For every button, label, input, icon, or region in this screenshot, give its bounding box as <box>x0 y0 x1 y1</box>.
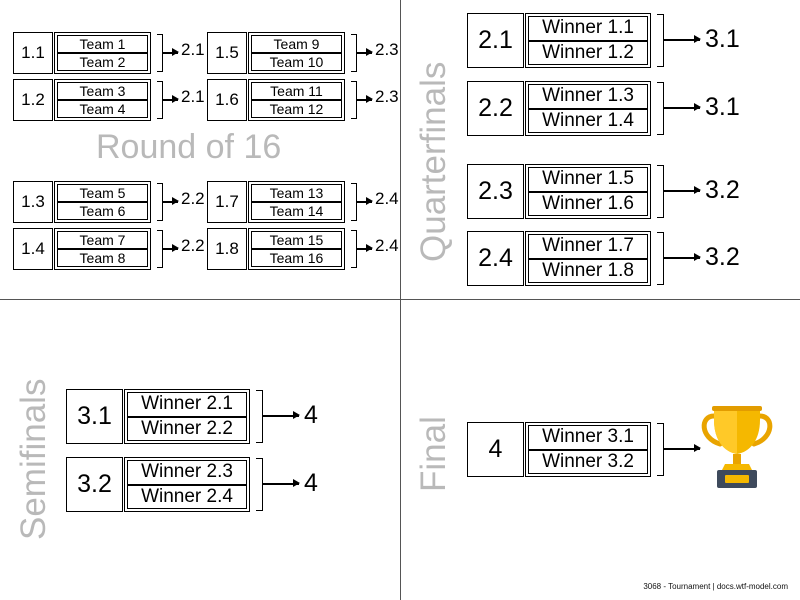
arrow-icon <box>263 415 299 417</box>
slot-bottom: Team 14 <box>251 202 342 220</box>
semifinals-title: Semifinals <box>14 378 53 540</box>
slot-top: Winner 1.7 <box>528 234 648 259</box>
slot-bottom: Winner 1.6 <box>528 192 648 217</box>
match-slots <box>248 228 345 270</box>
slot-bottom: Winner 1.4 <box>528 109 648 134</box>
match-slots <box>54 228 151 270</box>
arrow-icon <box>163 201 178 203</box>
bracket <box>657 232 664 285</box>
match-id: 1.3 <box>13 181 53 223</box>
match-id: 2.1 <box>467 13 524 68</box>
bracket <box>256 458 263 511</box>
round-of-16-title: Round of 16 <box>96 128 282 166</box>
arrow-icon <box>357 248 372 250</box>
next-match: 2.4 <box>375 236 399 255</box>
next-match: 2.3 <box>375 87 399 106</box>
arrow-icon <box>263 483 299 485</box>
slot-top: Team 7 <box>57 231 148 249</box>
next-match: 4 <box>304 401 318 429</box>
match-slots <box>54 181 151 223</box>
slot-top: Team 9 <box>251 35 342 53</box>
trophy-icon <box>698 404 776 492</box>
match-id: 1.6 <box>207 79 247 121</box>
match-slots <box>525 231 651 286</box>
match-id: 2.3 <box>467 164 524 219</box>
slot-top: Winner 1.5 <box>528 167 648 192</box>
vertical-divider <box>400 0 401 600</box>
match-slots <box>525 13 651 68</box>
arrow-icon <box>163 52 178 54</box>
slot-top: Winner 1.1 <box>528 16 648 41</box>
arrow-icon <box>664 39 700 41</box>
slot-bottom: Team 6 <box>57 202 148 220</box>
slot-bottom: Team 8 <box>57 249 148 267</box>
next-match: 2.2 <box>181 236 205 255</box>
slot-top: Winner 1.3 <box>528 84 648 109</box>
match-id: 1.8 <box>207 228 247 270</box>
match-id: 1.2 <box>13 79 53 121</box>
arrow-icon <box>664 190 700 192</box>
arrow-icon <box>357 201 372 203</box>
arrow-icon <box>163 248 178 250</box>
bracket <box>657 82 664 135</box>
slot-top: Team 13 <box>251 184 342 202</box>
slot-top: Team 15 <box>251 231 342 249</box>
match-slots <box>248 32 345 74</box>
match-slots <box>248 181 345 223</box>
next-match: 3.1 <box>705 25 740 53</box>
match-id: 4 <box>467 422 524 477</box>
match-slots <box>124 457 250 512</box>
next-match: 2.4 <box>375 189 399 208</box>
slot-bottom: Team 12 <box>251 100 342 118</box>
match-id: 3.1 <box>66 389 123 444</box>
final-title: Final <box>414 416 453 492</box>
slot-bottom: Team 2 <box>57 53 148 71</box>
arrow-icon <box>664 448 700 450</box>
next-match: 3.2 <box>705 243 740 271</box>
slot-bottom: Winner 2.2 <box>127 417 247 442</box>
slot-top: Winner 2.3 <box>127 460 247 485</box>
slot-bottom: Winner 1.8 <box>528 259 648 284</box>
match-slots <box>124 389 250 444</box>
arrow-icon <box>357 99 372 101</box>
slot-top: Winner 3.1 <box>528 425 648 450</box>
match-id: 2.4 <box>467 231 524 286</box>
match-id: 1.1 <box>13 32 53 74</box>
slot-top: Team 3 <box>57 82 148 100</box>
match-id: 1.5 <box>207 32 247 74</box>
next-match: 3.2 <box>705 176 740 204</box>
slot-top: Team 5 <box>57 184 148 202</box>
next-match: 2.2 <box>181 189 205 208</box>
bracket <box>256 390 263 443</box>
arrow-icon <box>664 107 700 109</box>
bracket <box>657 165 664 218</box>
slot-bottom: Team 16 <box>251 249 342 267</box>
next-match: 3.1 <box>705 93 740 121</box>
match-slots <box>54 32 151 74</box>
match-slots <box>54 79 151 121</box>
match-slots <box>525 164 651 219</box>
slot-top: Team 11 <box>251 82 342 100</box>
slot-top: Team 1 <box>57 35 148 53</box>
next-match: 4 <box>304 469 318 497</box>
arrow-icon <box>357 52 372 54</box>
next-match: 2.3 <box>375 40 399 59</box>
next-match: 2.1 <box>181 87 205 106</box>
quarterfinals-title: Quarterfinals <box>414 61 453 262</box>
bracket <box>657 423 664 476</box>
bracket <box>657 14 664 67</box>
match-slots <box>248 79 345 121</box>
slot-bottom: Winner 1.2 <box>528 41 648 66</box>
next-match: 2.1 <box>181 40 205 59</box>
slot-bottom: Team 10 <box>251 53 342 71</box>
match-id: 1.4 <box>13 228 53 270</box>
match-slots <box>525 81 651 136</box>
slot-bottom: Winner 3.2 <box>528 450 648 475</box>
slot-bottom: Winner 2.4 <box>127 485 247 510</box>
match-id: 1.7 <box>207 181 247 223</box>
arrow-icon <box>163 99 178 101</box>
horizontal-divider <box>0 299 800 300</box>
slot-bottom: Team 4 <box>57 100 148 118</box>
match-slots <box>525 422 651 477</box>
footer-credit: 3068 - Tournament | docs.wtf-model.com <box>643 582 788 591</box>
slot-top: Winner 2.1 <box>127 392 247 417</box>
match-id: 2.2 <box>467 81 524 136</box>
match-id: 3.2 <box>66 457 123 512</box>
arrow-icon <box>664 257 700 259</box>
